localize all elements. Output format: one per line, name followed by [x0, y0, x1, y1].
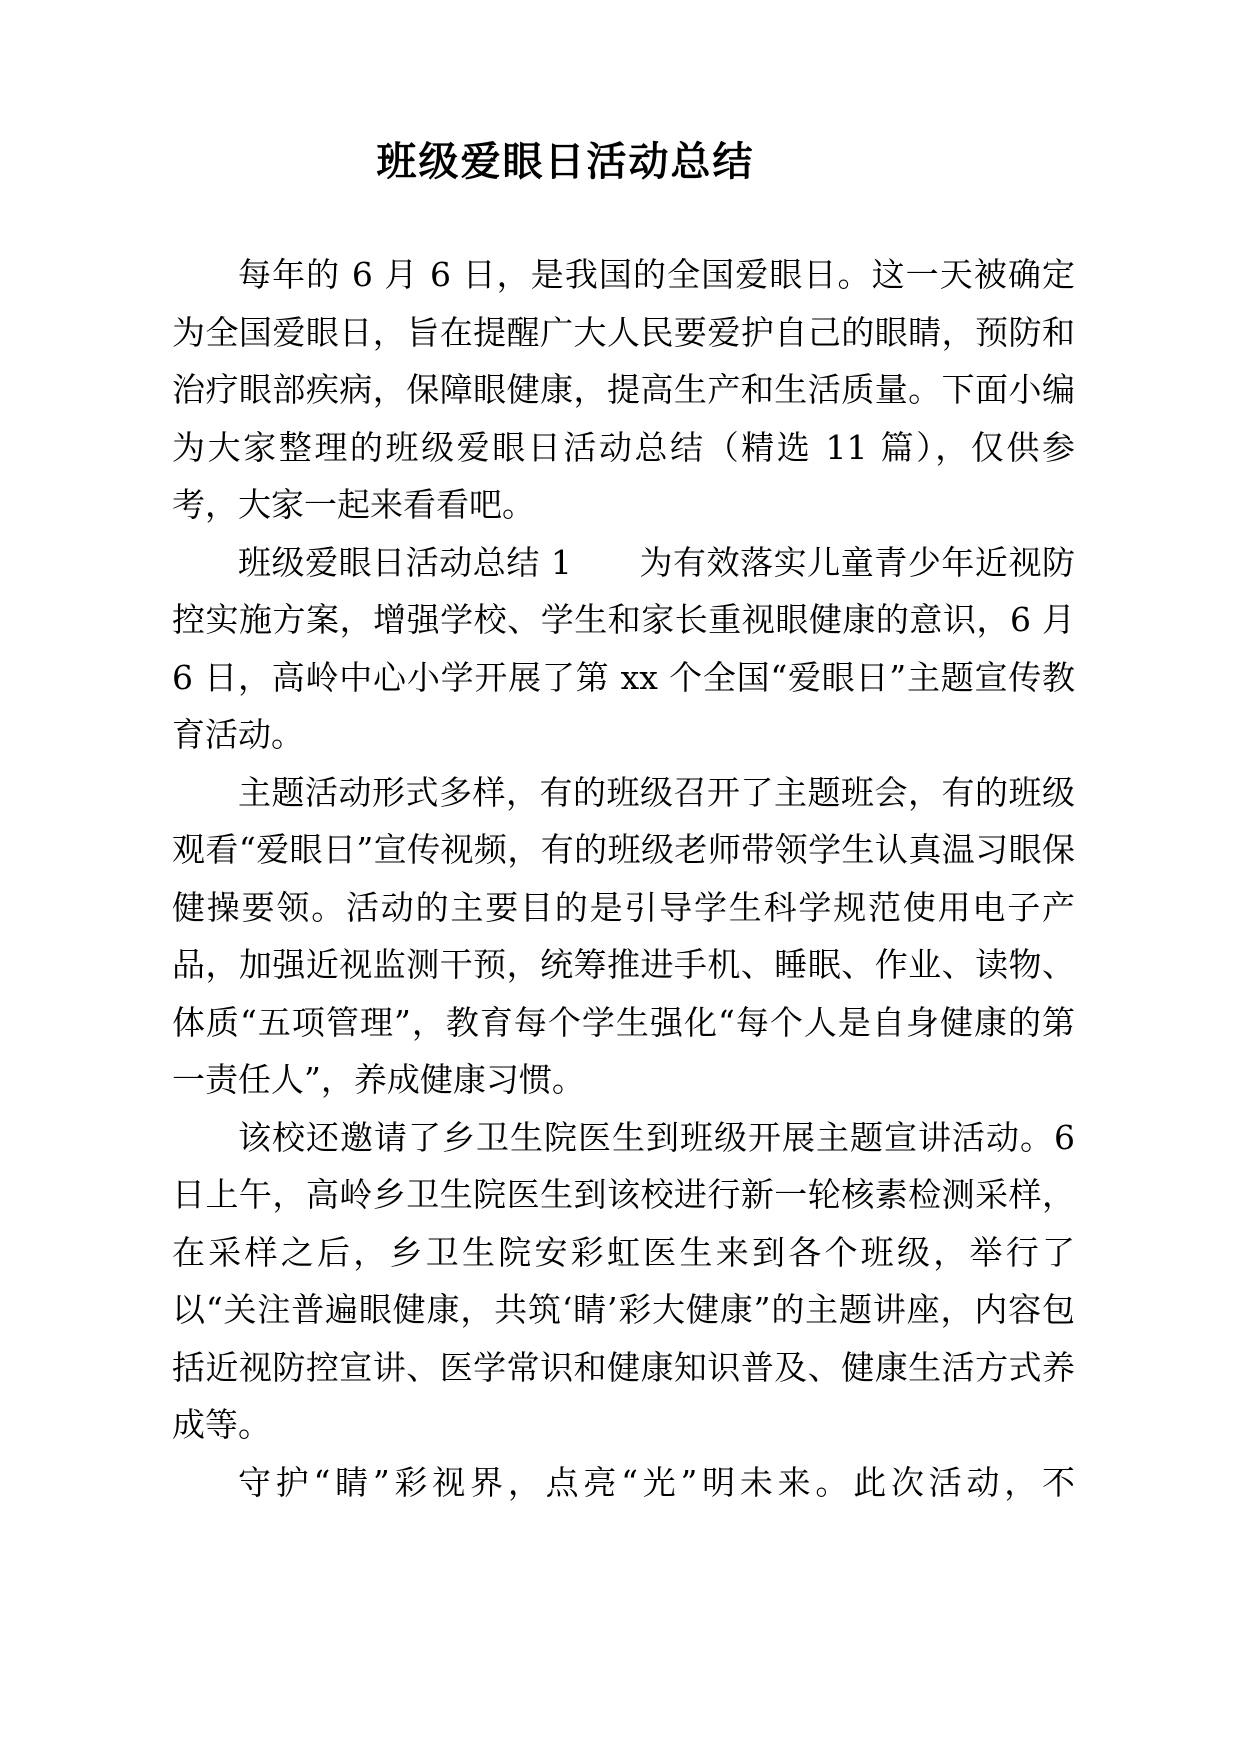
paragraph-closing-partial: 守护“睛”彩视界，点亮“光”明未来。此次活动，不	[238, 1462, 1075, 1502]
paragraph-activity-forms: 主题活动形式多样，有的班级召开了主题班会，有的班级观看“爱眼日”宣传视频，有的班级老师带领学生认真温习眼保健操要领。活动的主要目的是引导学生科学规范使用电子产品，加强近视监测干预，统筹推进手机、睡眠、作业、读物、体质“五项管理”，教育每个学生强化“每个人是自身健康的第一责任人”，养成健康习惯。	[172, 772, 1075, 1099]
paragraph-summary-1-opening: 班级爱眼日活动总结 1 为有效落实儿童青少年近视防控实施方案，增强学校、学生和家长重视眼健康的意识，6 月 6 日，高岭中心小学开展了第 xx 个全国“爱眼日”主题宣传教育活动。	[172, 542, 1075, 754]
document-body	[172, 246, 1075, 1511]
paragraph-intro: 每年的 6 月 6 日，是我国的全国爱眼日。这一天被确定为全国爱眼日，旨在提醒广大人民要爱护自己的眼睛，预防和治疗眼部疾病，保障眼健康，提高生产和生活质量。下面小编为大家整理的班级爱眼日活动总结（精选 11 篇），仅供参考，大家一起来看看吧。	[172, 255, 1075, 524]
paragraph-clinic-lecture: 该校还邀请了乡卫生院医生到班级开展主题宣讲活动。6 日上午，高岭乡卫生院医生到该校进行新一轮核素检测采样，在采样之后，乡卫生院安彩虹医生来到各个班级，举行了以“关注普遍眼健康，共筑‘睛’彩大健康”的主题讲座，内容包括近视防控宣讲、医学常识和健康知识普及、健康生活方式养成等。	[172, 1117, 1075, 1444]
document-title: 班级爱眼日活动总结	[376, 138, 755, 185]
